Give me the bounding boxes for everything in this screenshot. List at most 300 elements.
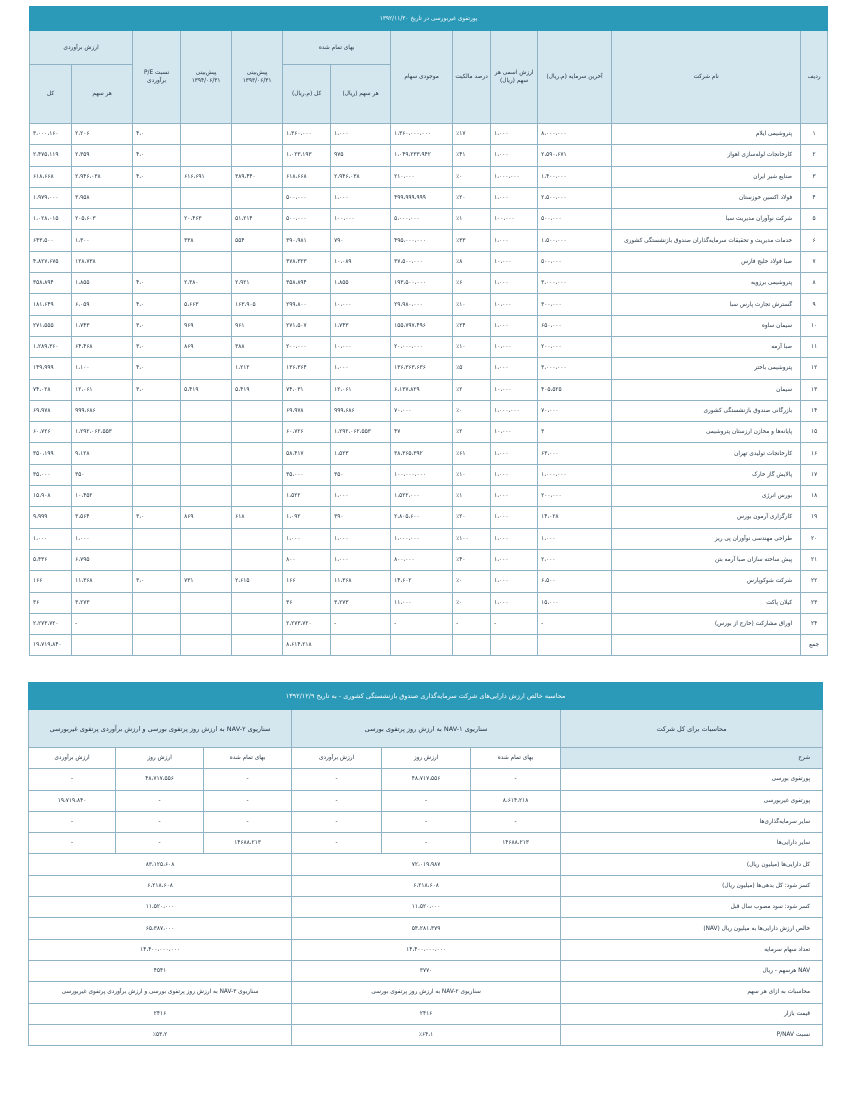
- cost-total: ۱۶۶: [283, 571, 331, 592]
- par-value: ۱،۰۰۰: [491, 145, 538, 166]
- cost-total: ۸۰۰: [283, 549, 331, 570]
- shares: ۲۰،۰۰۰،۰۰۰: [391, 336, 453, 357]
- summary-label: کسر شود: سود مصوب سال قبل: [561, 897, 823, 918]
- shares: ۴۹۹،۹۹۹،۹۹۹: [391, 187, 453, 208]
- cost-total: ۳۵۸،۸۹۴: [283, 273, 331, 294]
- last-capital: ۱،۰۰۰: [538, 528, 612, 549]
- cost-per-share: -: [331, 613, 391, 634]
- company-name: کارخانجات لوله‌سازی اهواز: [612, 145, 801, 166]
- summary-row: [29, 897, 823, 918]
- par-value: ۱،۰۰۰: [491, 358, 538, 379]
- summary-scenario-2: ۲۴۱۶: [29, 1003, 292, 1024]
- est-per-share: ۹،۱۲۸: [72, 443, 133, 464]
- ownership: ٪۱۰: [453, 464, 491, 485]
- row-number: ۱۸: [801, 486, 828, 507]
- shares: ۴۹۵،۰۰۰،۰۰۰: [391, 230, 453, 251]
- eps-9306: [232, 124, 283, 145]
- company-name: صبا آرمه: [612, 336, 801, 357]
- summary-label: محاسبات به ازای هر سهم: [561, 982, 823, 1003]
- est-total: ۱۴۹،۹۹۹: [30, 358, 72, 379]
- s1-market: -: [382, 790, 471, 811]
- s1-estimated: -: [292, 769, 382, 790]
- eps-9306: [232, 613, 283, 634]
- pe-ratio: ۴،۰: [133, 358, 181, 379]
- eps-9406: [181, 592, 232, 613]
- cost-per-share: ۱،۷۴۳: [331, 315, 391, 336]
- cost-per-share: ۱،۰۰۰: [331, 358, 391, 379]
- company-name: شرکت شوکوپارس: [612, 571, 801, 592]
- s2-market: -: [116, 811, 204, 832]
- table-row: [30, 358, 828, 379]
- cost-total: ۳۷۸،۳۲۳: [283, 251, 331, 272]
- est-total: ۱،۰۰۰: [30, 528, 72, 549]
- eps-9306: ۳۸۹،۴۴۰: [232, 166, 283, 187]
- company-name: پیش ساخته سازان صبا آرمه بتن: [612, 549, 801, 570]
- pe-ratio: [133, 209, 181, 230]
- shares: ۲۱۰،۰۰۰: [391, 166, 453, 187]
- est-per-share: ۱۱،۳۶۸: [72, 571, 133, 592]
- company-name: کیلان پاکت: [612, 592, 801, 613]
- last-capital: ۶۳،۰۰۰: [538, 443, 612, 464]
- summary-scenario-1: ۱۴،۴۰۰،۰۰۰،۰۰۰: [292, 939, 561, 960]
- table-row: [30, 379, 828, 400]
- table-row: [30, 549, 828, 570]
- table-row: [29, 833, 823, 854]
- summary-label: کل دارایی‌ها (میلیون ریال): [561, 854, 823, 875]
- est-per-share: ۱۲،۰۶۱: [72, 379, 133, 400]
- company-name: پتروشیمی برزویه: [612, 273, 801, 294]
- table-row: [29, 790, 823, 811]
- est-per-share: ۳،۲۷۳: [72, 592, 133, 613]
- row-number: ۸: [801, 273, 828, 294]
- shares: ۱۵۵،۷۹۷،۴۹۶: [391, 315, 453, 336]
- header-est-total: کل: [30, 65, 72, 124]
- table-row: [30, 613, 828, 634]
- header-par-value: ارزش اسمی هر سهم (ریال): [491, 31, 538, 124]
- eps-9406: [181, 251, 232, 272]
- par-value: ۱۰۰،۰۰۰: [491, 209, 538, 230]
- header-pe: نسبت P/E برآوردی: [133, 31, 181, 124]
- header-cost-total: کل (م.ریال): [283, 65, 331, 124]
- summary-scenario-1: ۵۴،۲۸۱،۳۷۹: [292, 918, 561, 939]
- ownership: ٪۲: [453, 379, 491, 400]
- est-per-share: ۱۰،۴۵۲: [72, 486, 133, 507]
- summary-row: [29, 1024, 823, 1045]
- s1-subheader-cost: بهای تمام شده: [471, 748, 561, 769]
- ownership: ٪۱۰: [453, 336, 491, 357]
- last-capital: ۲،۵۹۰،۶۷۱: [538, 145, 612, 166]
- est-total: ۲،۴۷۵،۱۱۹: [30, 145, 72, 166]
- est-total: ۶۰،۷۲۶: [30, 422, 72, 443]
- s2-cost: -: [204, 790, 292, 811]
- last-capital: ۶،۵۰۰: [538, 571, 612, 592]
- eps-9306: [232, 251, 283, 272]
- est-per-share: ۳،۹۵۸: [72, 187, 133, 208]
- eps-9406: [181, 358, 232, 379]
- s1-market: -: [382, 811, 471, 832]
- pe-ratio: ۳،۰: [133, 379, 181, 400]
- cost-per-share: ۱،۰۰۰: [331, 549, 391, 570]
- eps-9406: ۳۳۸: [181, 230, 232, 251]
- shares: ۳۸،۳۶۵،۳۹۲: [391, 443, 453, 464]
- table2-title: محاسبه خالص ارزش دارایی‌های شرکت سرمایه‌گذاری صندوق بازنشستگی کشوری - به تاریخ ۱۳۹۲/۱۲/۹: [29, 683, 823, 710]
- ownership: ٪۰: [453, 571, 491, 592]
- last-capital: ۶۵۰،۰۰۰: [538, 315, 612, 336]
- last-capital: ۵۰۰،۰۰۰: [538, 209, 612, 230]
- summary-label: کسر شود: کل بدهی‌ها (میلیون ریال): [561, 875, 823, 896]
- cost-per-share: ۱۲،۰۶۱: [331, 379, 391, 400]
- shares: ۱۹۳،۵۰۰،۰۰۰: [391, 273, 453, 294]
- shares: ۱۴،۶۰۲: [391, 571, 453, 592]
- s2-subheader-estimated: ارزش برآوردی: [29, 748, 116, 769]
- company-name: پالایش گاز خارک: [612, 464, 801, 485]
- ownership: ٪۴۱: [453, 145, 491, 166]
- est-total: ۳۵۰،۱۹۹: [30, 443, 72, 464]
- ownership: ٪۱: [453, 486, 491, 507]
- est-total: ۶۴۳،۵۰۰: [30, 230, 72, 251]
- company-name: طراحی مهندسی نوآوران پی ریز: [612, 528, 801, 549]
- table-row: [30, 592, 828, 613]
- s2-estimated: ۱۹،۷۱۹،۸۴۰: [29, 790, 116, 811]
- ownership: ٪۳۳: [453, 230, 491, 251]
- row-number: ۱۰: [801, 315, 828, 336]
- s1-subheader-market: ارزش روز: [382, 748, 471, 769]
- last-capital: ۲،۰۰۰: [538, 549, 612, 570]
- s2-market: ۴۸،۷۱۷،۵۵۶: [116, 769, 204, 790]
- table-row: [29, 769, 823, 790]
- table-row: [30, 571, 828, 592]
- par-value: ۱،۰۰۰: [491, 230, 538, 251]
- summary-row: [29, 875, 823, 896]
- est-per-share: ۱،۱۰۰: [72, 358, 133, 379]
- total-estimated: ۱۹،۷۱۹،۸۴۰: [30, 635, 72, 656]
- ownership: ٪۱۷: [453, 124, 491, 145]
- par-value: ۱،۰۰۰،۰۰۰: [491, 166, 538, 187]
- est-total: ۱۶۶: [30, 571, 72, 592]
- cost-total: ۷۴،۰۳۱: [283, 379, 331, 400]
- est-per-share: ۱،۷۴۳: [72, 315, 133, 336]
- header-est-group: ارزش برآوردی: [30, 31, 133, 65]
- eps-9406: ۷۳۱: [181, 571, 232, 592]
- company-name: صنایع شیر ایران: [612, 166, 801, 187]
- ownership: ٪۸: [453, 251, 491, 272]
- summary-scenario-1: سناریوی NAV-۲ به ارزش روز پرتفوی بورسی: [292, 982, 561, 1003]
- cost-total: ۱،۰۲۳،۱۹۳: [283, 145, 331, 166]
- table-row: [30, 400, 828, 421]
- company-name: اوراق مشارکت (خارج از بورس): [612, 613, 801, 634]
- est-total: ۱،۰۲۸،۰۱۵: [30, 209, 72, 230]
- est-per-share: ۶،۰۵۹: [72, 294, 133, 315]
- cost-per-share: ۱۰،۰۰۰: [331, 336, 391, 357]
- table-row: [30, 315, 828, 336]
- header-eps-9306: پیش‌بینی ۱۳۹۳/۰۶/۳۱: [232, 31, 283, 124]
- cost-total: ۶۹،۹۷۸: [283, 400, 331, 421]
- cost-per-share: ۷۹۰: [331, 230, 391, 251]
- shares: ۲،۸۰۵،۶۰۰: [391, 507, 453, 528]
- pe-ratio: [133, 230, 181, 251]
- summary-label: خالص ارزش دارایی‌ها به میلیون ریال (NAV): [561, 918, 823, 939]
- par-value: ۱،۰۰۰: [491, 273, 538, 294]
- last-capital: ۳،۰۰۰،۰۰۰: [538, 273, 612, 294]
- par-value: ۱،۰۰۰: [491, 124, 538, 145]
- par-value: ۱،۰۰۰: [491, 315, 538, 336]
- eps-9406: ۵،۴۱۹: [181, 379, 232, 400]
- header-shares: موجودی سهام: [391, 31, 453, 124]
- summary-row: [29, 960, 823, 981]
- eps-9306: [232, 592, 283, 613]
- table-row: [30, 443, 828, 464]
- cost-total: ۳۵،۰۰۰: [283, 464, 331, 485]
- summary-scenario-2: سناریوی NAV-۳ به ارزش روز پرتفوی بورسی و ارزش برآوردی پرتفوی غیربورسی: [29, 982, 292, 1003]
- shares: ۱۳۶،۳۶۳،۶۳۶: [391, 358, 453, 379]
- pe-ratio: ۳،۰: [133, 571, 181, 592]
- est-per-share: ۱،۲۹۲،۰۶۲،۵۵۳: [72, 422, 133, 443]
- row-label: سایر سرمایه‌گذاری‌ها: [561, 811, 823, 832]
- est-per-share: ۱،۳۰۰: [72, 230, 133, 251]
- est-per-share: ۳۵۰: [72, 464, 133, 485]
- summary-scenario-1: ٪۶۴،۱: [292, 1024, 561, 1045]
- last-capital: -: [538, 613, 612, 634]
- company-name: سیمان ساوه: [612, 315, 801, 336]
- summary-scenario-2: ۸۳،۱۲۵،۶۰۸: [29, 854, 292, 875]
- cost-per-share: ۱۰۰،۰۰۰: [331, 209, 391, 230]
- eps-9306: [232, 400, 283, 421]
- section-scenario-1: سناریوی NAV-۱ به ارزش روز پرتفوی بورسی: [292, 710, 561, 748]
- table-row: [30, 251, 828, 272]
- eps-9406: [181, 400, 232, 421]
- pe-ratio: ۴،۰: [133, 145, 181, 166]
- eps-9406: [181, 464, 232, 485]
- eps-9306: ۶۱۸: [232, 507, 283, 528]
- last-capital: ۲۰۰،۰۰۰: [538, 336, 612, 357]
- cost-per-share: ۳۵۰: [331, 464, 391, 485]
- table-row: [30, 294, 828, 315]
- est-per-share: ۶،۷۹۵: [72, 549, 133, 570]
- table-row: [30, 166, 828, 187]
- est-per-share: ۹۹۹،۶۸۶: [72, 400, 133, 421]
- est-per-share: ۱۲۸،۷۳۸: [72, 251, 133, 272]
- par-value: ۱۰،۰۰۰: [491, 379, 538, 400]
- par-value: ۱،۰۰۰: [491, 571, 538, 592]
- row-number: ۶: [801, 230, 828, 251]
- par-value: ۱،۰۰۰: [491, 443, 538, 464]
- row-number: ۲۳: [801, 592, 828, 613]
- s1-cost: -: [471, 769, 561, 790]
- est-total: ۱،۲۸۹،۳۶۰: [30, 336, 72, 357]
- row-number: ۲۱: [801, 549, 828, 570]
- shares: ۱،۰۰۰،۰۰۰: [391, 528, 453, 549]
- ownership: ٪۶: [453, 273, 491, 294]
- est-total: ۱،۹۷۹،۰۰۰: [30, 187, 72, 208]
- s1-market: -: [382, 833, 471, 854]
- row-number: ۵: [801, 209, 828, 230]
- pe-ratio: [133, 486, 181, 507]
- summary-scenario-1: ۱۱،۵۲۰،۰۰۰: [292, 897, 561, 918]
- shares: ۳۷،۵۰۰،۰۰۰: [391, 251, 453, 272]
- summary-scenario-2: ۱۴،۴۰۰،۰۰۰،۰۰۰: [29, 939, 292, 960]
- s1-estimated: -: [292, 833, 382, 854]
- header-company-name: نام شرکت: [612, 31, 801, 124]
- s2-market: -: [116, 790, 204, 811]
- eps-9306: ۵۵۴: [232, 230, 283, 251]
- pe-ratio: ۳،۰: [133, 315, 181, 336]
- par-value: ۱،۰۰۰: [491, 464, 538, 485]
- summary-scenario-2: ۶۵،۳۸۷،۰۰۰: [29, 918, 292, 939]
- ownership: ٪۲۰: [453, 187, 491, 208]
- table2-summary-body: [29, 854, 823, 1046]
- est-total: ۹،۹۹۹: [30, 507, 72, 528]
- header-cost-group: بهای تمام شده: [283, 31, 391, 65]
- row-number: ۱۳: [801, 379, 828, 400]
- s1-cost: ۸،۶۱۴،۲۱۸: [471, 790, 561, 811]
- company-name: خدمات مدیریت و تحقیقات سرمایه‌گذاران صندوق بازنشستگی کشوری: [612, 230, 801, 251]
- eps-9406: [181, 443, 232, 464]
- summary-scenario-1: ۳۷۷۰: [292, 960, 561, 981]
- row-number: ۱۵: [801, 422, 828, 443]
- section-calc: محاسبات برای کل شرکت: [561, 710, 823, 748]
- ownership: ٪۰: [453, 166, 491, 187]
- cost-per-share: ۱،۵۲۳: [331, 443, 391, 464]
- header-last-capital: آخرین سرمایه (م.ریال): [538, 31, 612, 124]
- ownership: ٪۲۰: [453, 507, 491, 528]
- pe-ratio: [133, 549, 181, 570]
- est-total: ۳۵۸،۸۹۴: [30, 273, 72, 294]
- ownership: ٪۲۴: [453, 315, 491, 336]
- cost-per-share: ۱۰،۰۸۹: [331, 251, 391, 272]
- table1-title: پورتفوی غیربورسی در تاریخ ۱۳۹۲/۱۱/۳۰: [30, 7, 828, 31]
- summary-scenario-1: ۷۲،۰۱۹،۹۸۷: [292, 854, 561, 875]
- shares: ۱۰۰،۰۰۰،۰۰۰: [391, 464, 453, 485]
- est-total: ۱۵،۹۰۸: [30, 486, 72, 507]
- eps-9306: ۲،۶۱۵: [232, 571, 283, 592]
- eps-9406: [181, 124, 232, 145]
- summary-row: [29, 939, 823, 960]
- ownership: ٪۱: [453, 209, 491, 230]
- cost-total: ۵۸،۴۱۷: [283, 443, 331, 464]
- pe-ratio: ۳،۰: [133, 507, 181, 528]
- table-row: [30, 528, 828, 549]
- cost-per-share: ۳۹۰: [331, 507, 391, 528]
- row-number: ۳: [801, 166, 828, 187]
- eps-9306: [232, 422, 283, 443]
- total-cost: ۸،۶۱۴،۲۱۸: [283, 635, 331, 656]
- non-listed-portfolio-table: [29, 6, 828, 656]
- shares: ۱،۰۴۹،۲۳۳،۹۴۲: [391, 145, 453, 166]
- row-number: ۱۲: [801, 358, 828, 379]
- ownership: ٪۰: [453, 592, 491, 613]
- cost-per-share: ۱۱،۳۶۸: [331, 571, 391, 592]
- est-total: ۲،۲۷۳،۷۲۰: [30, 613, 72, 634]
- s2-cost: ۱۴۶۸۸،۲۱۳: [204, 833, 292, 854]
- eps-9306: ۵،۴۱۹: [232, 379, 283, 400]
- par-value: ۱۰،۰۰۰: [491, 422, 538, 443]
- summary-label: تعداد سهام سرمایه: [561, 939, 823, 960]
- s2-estimated: -: [29, 769, 116, 790]
- eps-9406: ۸۶۹: [181, 507, 232, 528]
- table-row: [30, 145, 828, 166]
- est-per-share: ۲۰۵،۶۰۳: [72, 209, 133, 230]
- s1-cost: -: [471, 811, 561, 832]
- shares: ۱،۳۶۰،۰۰۰،۰۰۰: [391, 124, 453, 145]
- cost-per-share: ۱،۰۰۰: [331, 124, 391, 145]
- est-per-share: ۳،۵۶۴: [72, 507, 133, 528]
- eps-9406: ۶۱۶،۶۹۱: [181, 166, 232, 187]
- table-row: [30, 230, 828, 251]
- row-label: سایر دارایی‌ها: [561, 833, 823, 854]
- eps-9306: ۱،۲۱۲: [232, 358, 283, 379]
- table-row: [30, 486, 828, 507]
- eps-9306: ۳۸۸: [232, 336, 283, 357]
- last-capital: ۵۰۰،۰۰۰: [538, 251, 612, 272]
- pe-ratio: ۳،۰: [133, 336, 181, 357]
- cost-per-share: ۱،۰۰۰: [331, 486, 391, 507]
- par-value: ۱،۰۰۰: [491, 549, 538, 570]
- table-row: [30, 422, 828, 443]
- s1-cost: ۱۴۶۸۸،۲۱۳: [471, 833, 561, 854]
- section-scenario-2: سناریوی NAV-۲ به ارزش روز پرتفوی بورسی و ارزش برآوردی پرتفوی غیربورسی: [29, 710, 292, 748]
- table-row: [30, 273, 828, 294]
- table-row: [30, 187, 828, 208]
- est-total: ۳۵،۰۰۰: [30, 464, 72, 485]
- last-capital: ۷۰،۰۰۰: [538, 400, 612, 421]
- s2-estimated: -: [29, 811, 116, 832]
- pe-ratio: ۴،۰: [133, 294, 181, 315]
- header-row-no: ردیف: [801, 31, 828, 124]
- pe-ratio: ۴،۰: [133, 273, 181, 294]
- row-number: ۱۷: [801, 464, 828, 485]
- cost-total: ۳۹۰،۹۸۱: [283, 230, 331, 251]
- est-total: ۳،۰۰۰،۱۶۰: [30, 124, 72, 145]
- cost-total: ۲۹۹،۸۰۰: [283, 294, 331, 315]
- summary-row: [29, 1003, 823, 1024]
- company-name: شرکت نوآوران مدیریت سبا: [612, 209, 801, 230]
- eps-9306: ۹۶۱: [232, 315, 283, 336]
- cost-total: ۶۱۸،۶۶۸: [283, 166, 331, 187]
- eps-9406: [181, 187, 232, 208]
- s2-cost: -: [204, 811, 292, 832]
- est-per-share: ۲،۹۴۶،۰۳۸: [72, 166, 133, 187]
- last-capital: ۱۵،۰۰۰: [538, 592, 612, 613]
- eps-9406: ۸۶۹: [181, 336, 232, 357]
- company-name: کارگزاری آرمون بورس: [612, 507, 801, 528]
- last-capital: ۸،۰۰۰،۰۰۰: [538, 124, 612, 145]
- est-total: ۷۴،۰۲۸: [30, 379, 72, 400]
- shares: ۱۱،۰۰۰: [391, 592, 453, 613]
- eps-9406: ۲،۳۸۰: [181, 273, 232, 294]
- row-number: ۴: [801, 187, 828, 208]
- summary-row: [29, 854, 823, 875]
- pe-ratio: [133, 251, 181, 272]
- pe-ratio: [133, 613, 181, 634]
- company-name: سیمان: [612, 379, 801, 400]
- ownership: ٪۰: [453, 400, 491, 421]
- eps-9406: [181, 422, 232, 443]
- shares: ۸۰۰،۰۰۰: [391, 549, 453, 570]
- summary-scenario-2: ۴۵۴۱: [29, 960, 292, 981]
- pe-ratio: [133, 464, 181, 485]
- pe-ratio: ۴،۰: [133, 124, 181, 145]
- company-name: پتروشیمی باختر: [612, 358, 801, 379]
- s1-market: ۴۸،۷۱۷،۵۵۶: [382, 769, 471, 790]
- last-capital: ۱،۵۰۰،۰۰۰: [538, 230, 612, 251]
- summary-scenario-2: ۶،۲۱۸،۶۰۸: [29, 875, 292, 896]
- eps-9406: [181, 486, 232, 507]
- par-value: ۱۰،۰۰۰: [491, 294, 538, 315]
- last-capital: ۱،۰۰۰،۰۰۰: [538, 464, 612, 485]
- pe-ratio: [133, 422, 181, 443]
- est-per-share: ۶۴،۴۶۸: [72, 336, 133, 357]
- eps-9306: [232, 486, 283, 507]
